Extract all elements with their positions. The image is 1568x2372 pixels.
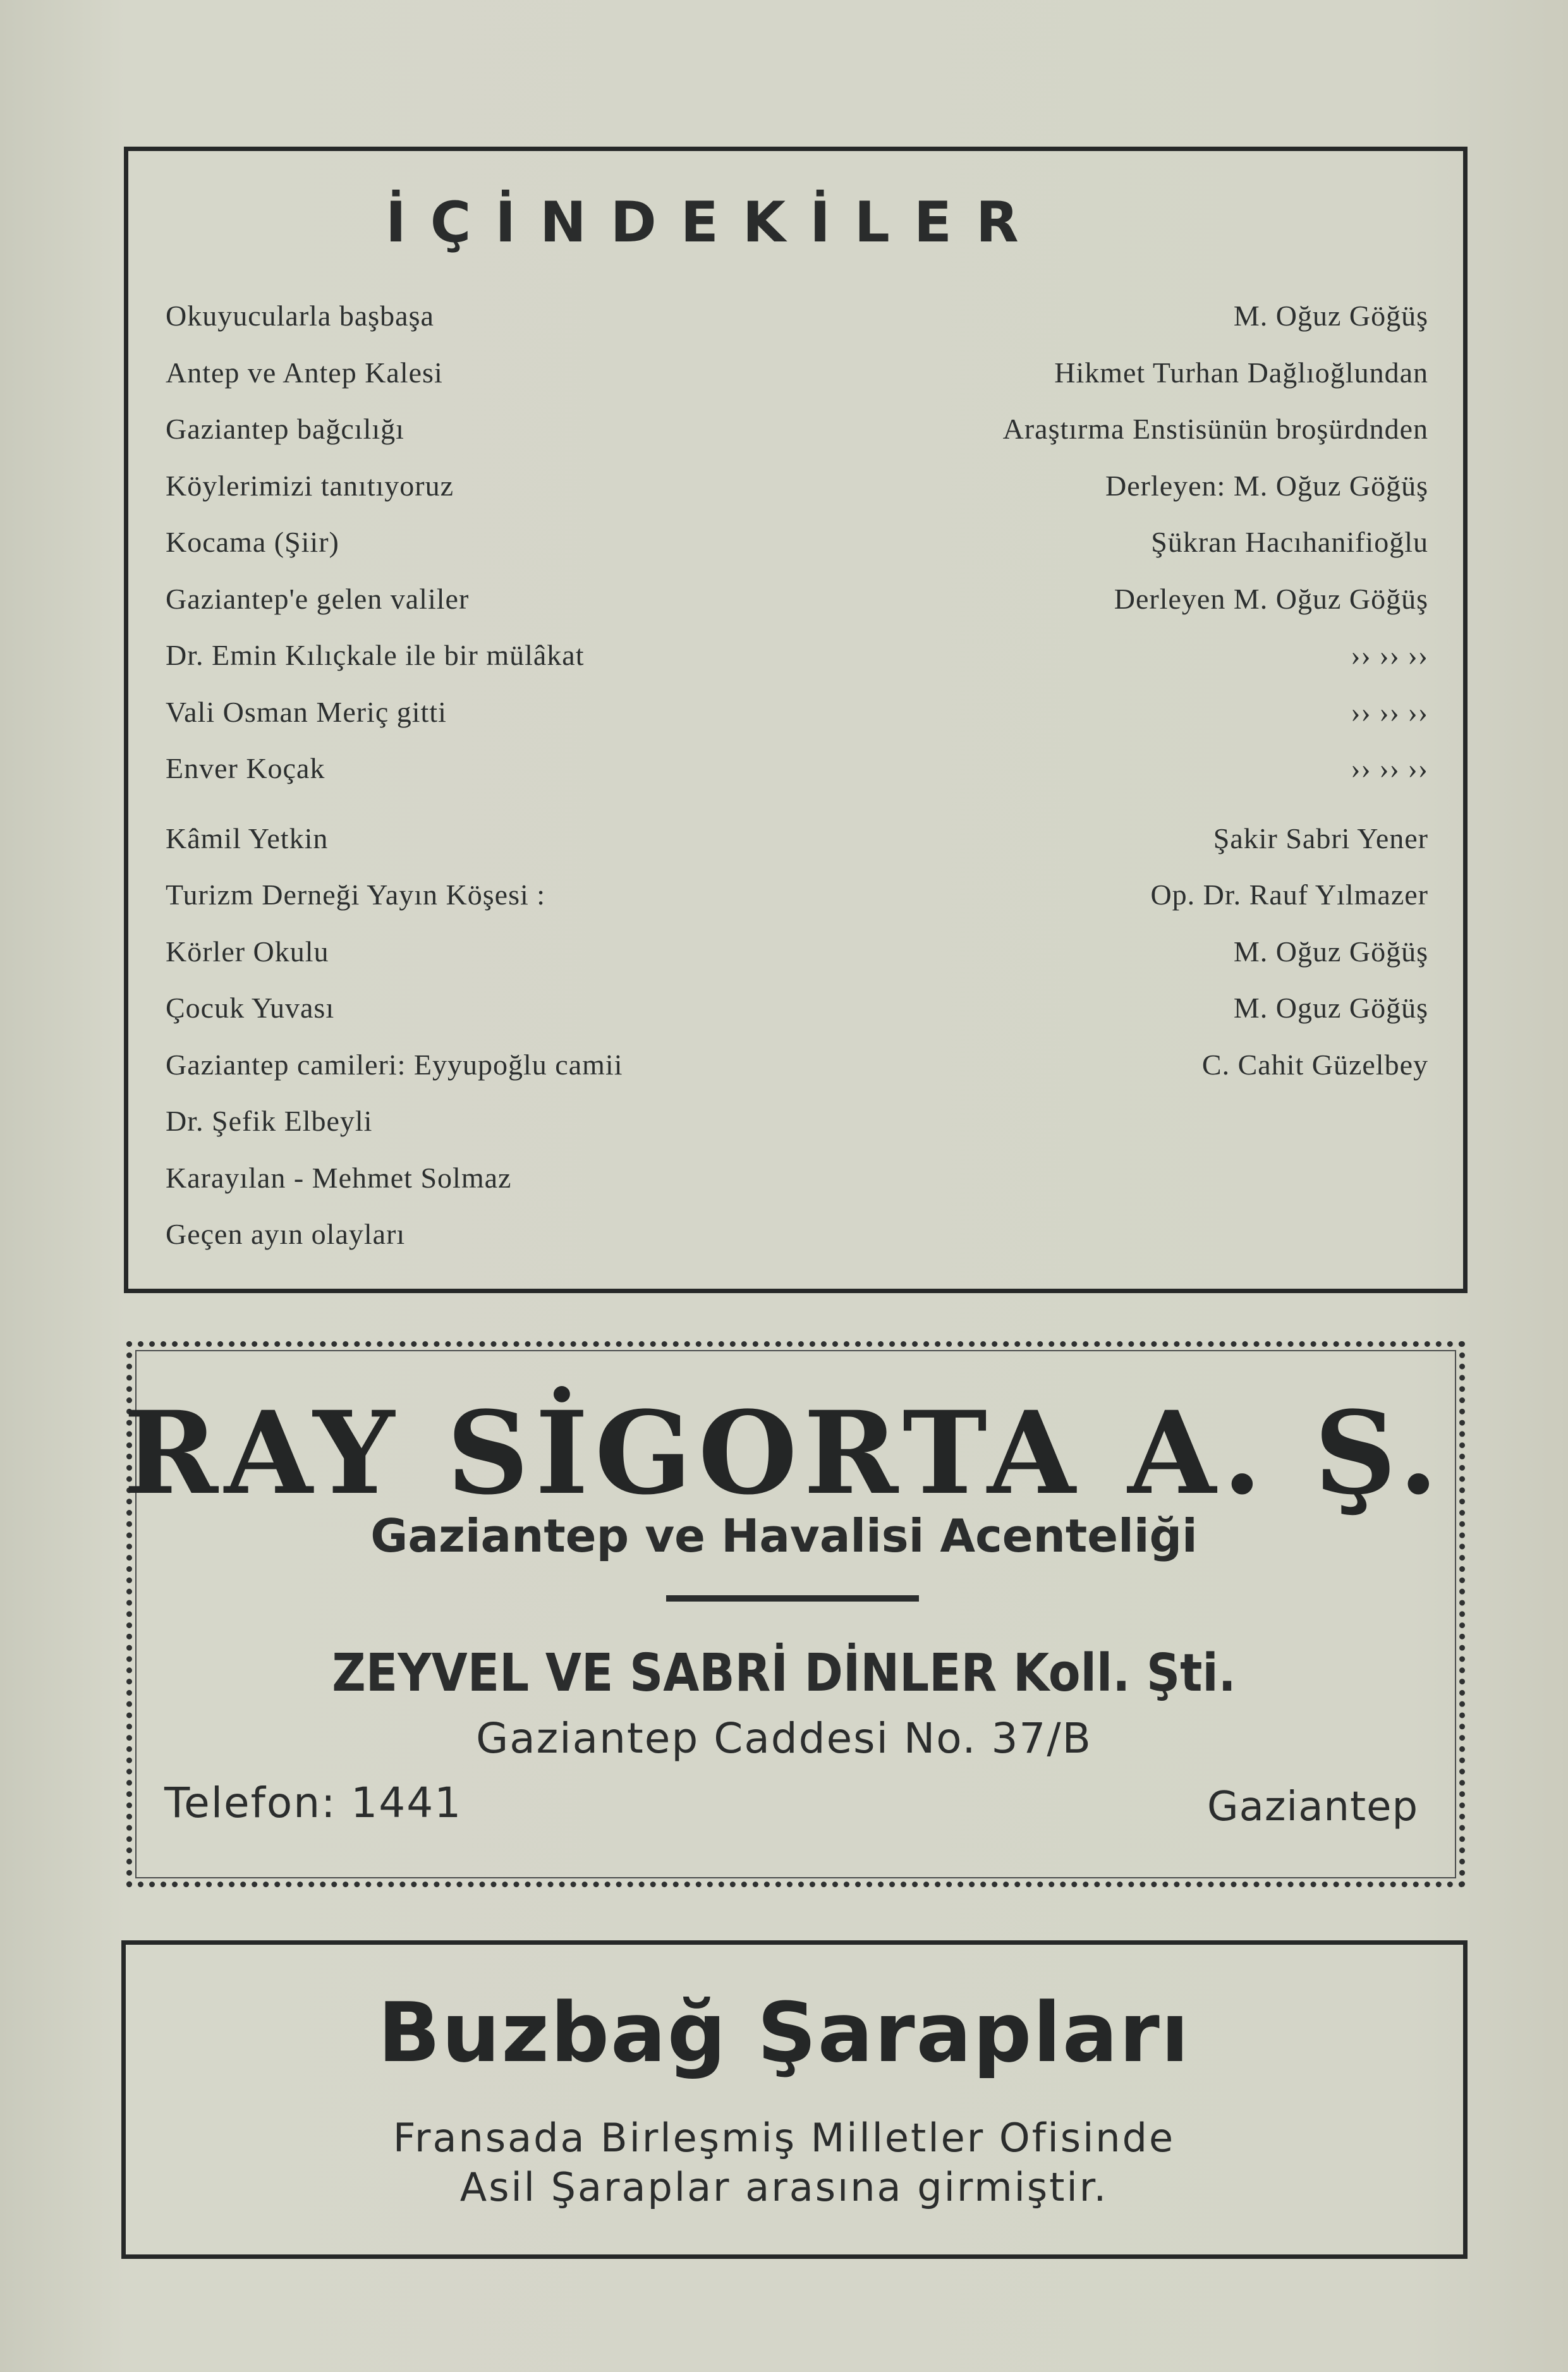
ray-sigorta-divider	[666, 1595, 919, 1602]
contents-entry-title: Kâmil Yetkin	[166, 822, 329, 855]
contents-entry-title: Gaziantep bağcılığı	[166, 413, 404, 445]
contents-titles-column	[166, 297, 829, 1272]
contents-entry-title: Enver Koçak	[166, 752, 325, 784]
contents-entry-title: Dr. Emin Kılıçkale ile bir mülâkat	[166, 639, 585, 671]
contents-entry-author: Şakir Sabri Yener	[1213, 822, 1428, 855]
ray-sigorta-city: Gaziantep	[1207, 1784, 1419, 1830]
ray-sigorta-company-name: RAY SİGORTA A. Ş.	[123, 1387, 1445, 1520]
contents-entry-author: Derleyen M. Oğuz Göğüş	[1114, 582, 1428, 615]
contents-entry-author: M. Oguz Göğüş	[1233, 992, 1428, 1024]
contents-authors-column	[815, 297, 1428, 1102]
contents-entry-author: M. Oğuz Göğüş	[1233, 935, 1428, 968]
ray-sigorta-phone: Telefon: 1441	[164, 1779, 463, 1827]
contents-entry-title: Gaziantep'e gelen valiler	[166, 582, 470, 615]
contents-entry-title: Köylerimizi tanıtıyoruz	[166, 469, 454, 502]
ray-sigorta-subtitle: Gaziantep ve Havalisi Acenteliği	[370, 1509, 1198, 1562]
buzbag-line-1: Fransada Birleşmiş Milletler Ofisinde	[392, 2115, 1176, 2161]
ray-sigorta-address: Gaziantep Caddesi No. 37/B	[476, 1714, 1092, 1763]
contents-entry-title: Karayılan - Mehmet Solmaz	[166, 1161, 512, 1194]
contents-entry-author: ›› ›› ››	[1351, 639, 1428, 671]
buzbag-title: Buzbağ Şarapları	[377, 1985, 1191, 2081]
contents-gap	[166, 806, 829, 820]
contents-entry-author: Derleyen: M. Oğuz Göğüş	[1105, 469, 1428, 502]
contents-entry-author: Hikmet Turhan Dağlıoğlundan	[1054, 356, 1428, 389]
contents-entry-title: Antep ve Antep Kalesi	[166, 356, 443, 389]
contents-entry-title: Dr. Şefik Elbeyli	[166, 1105, 373, 1137]
contents-entry-title: Gaziantep camileri: Eyyupoğlu camii	[166, 1048, 623, 1081]
contents-entry-title: Vali Osman Meriç gitti	[166, 695, 447, 728]
contents-entry-author: Op. Dr. Rauf Yılmazer	[1150, 879, 1428, 911]
contents-entry-author: ›› ›› ››	[1351, 752, 1428, 784]
contents-entry-author: C. Cahit Güzelbey	[1201, 1048, 1428, 1081]
contents-entry-title: Turizm Derneği Yayın Köşesi :	[166, 879, 546, 911]
contents-entry-title: Okuyucularla başbaşa	[166, 300, 434, 332]
buzbag-line-2: Asil Şaraplar arasına girmiştir.	[459, 2164, 1109, 2210]
contents-entry-author: ›› ›› ››	[1351, 695, 1428, 728]
contents-gap	[815, 806, 1428, 820]
contents-entry-title: Körler Okulu	[166, 935, 329, 968]
contents-title: İÇİNDEKİLER	[386, 190, 1043, 255]
contents-entry-author: Şükran Hacıhanifioğlu	[1151, 526, 1428, 558]
ray-sigorta-firm: ZEYVEL VE SABRİ DİNLER Koll. Şti.	[332, 1643, 1236, 1703]
contents-entry-author: M. Oğuz Göğüş	[1233, 300, 1428, 332]
contents-entry-title: Çocuk Yuvası	[166, 992, 335, 1024]
contents-entry-title: Kocama (Şiir)	[166, 526, 339, 558]
contents-entry-author: Araştırma Enstisünün broşürdnden	[1002, 413, 1428, 445]
contents-entry-title: Geçen ayın olayları	[166, 1218, 406, 1250]
